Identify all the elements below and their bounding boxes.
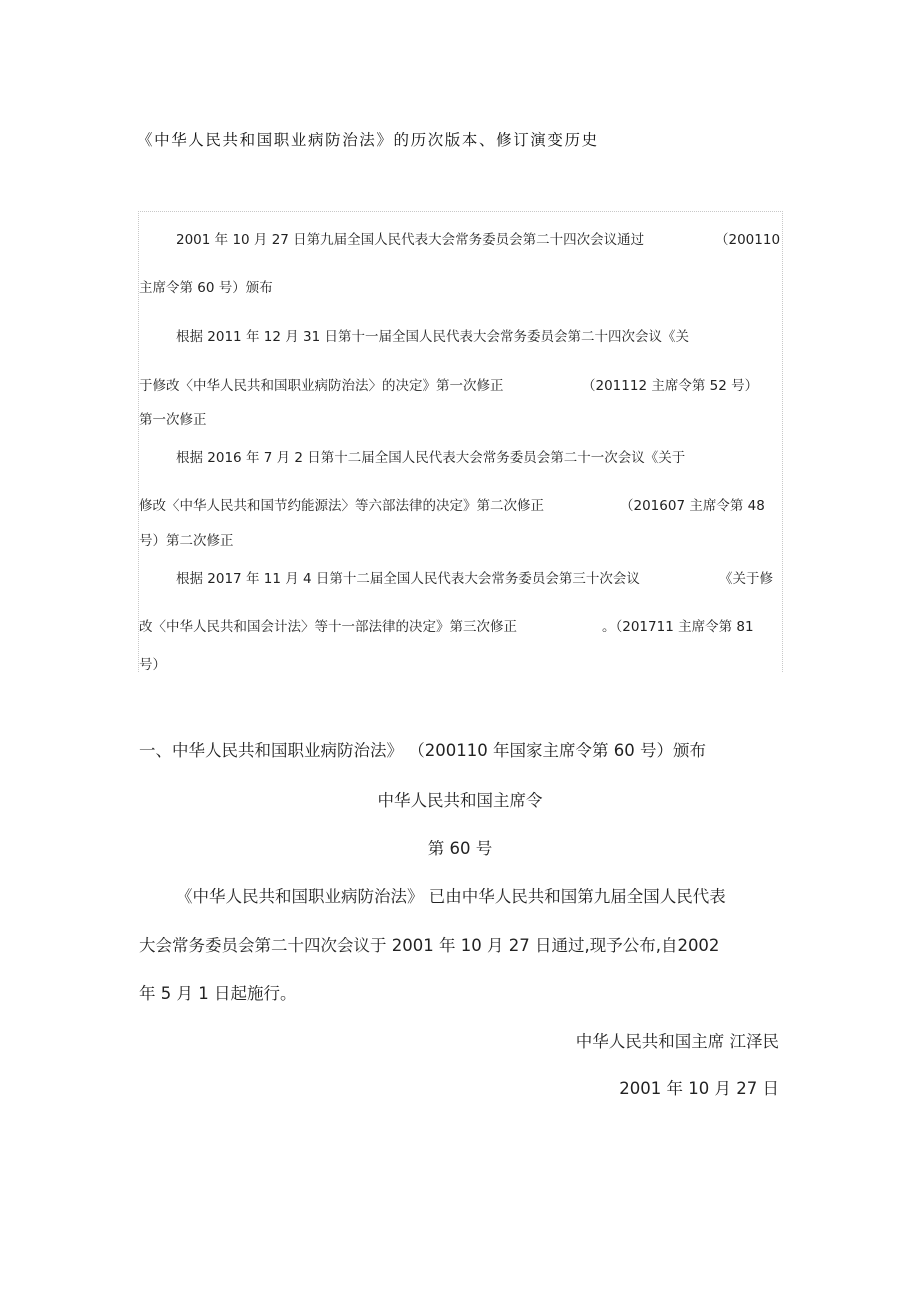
history-entry-2-line-2-right: （201112 主席令第 52 号） [582, 378, 759, 394]
history-entry-3-line-3: 号）第二次修正 [139, 533, 234, 549]
history-entry-4-line-1-right: 《关于修 [719, 571, 773, 587]
history-entry-3-line-2: 修改〈中华人民共和国节约能源法〉等六部法律的决定》第二次修正 [139, 498, 544, 514]
order-body-line-3: 年 5 月 1 日起施行。 [139, 984, 297, 1003]
history-entry-1-line-1: 2001 年 10 月 27 日第九届全国人民代表大会常务委员会第二十四次会议通过 [176, 232, 645, 248]
history-entry-1-line-2: 主席令第 60 号）颁布 [139, 280, 273, 296]
history-entry-4-line-2-right: 。（201711 主席令第 81 [602, 619, 754, 635]
history-entry-2-line-3: 第一次修正 [139, 412, 207, 428]
history-entry-1-line-1-right: （200110 [715, 232, 781, 248]
document-title: 《中华人民共和国职业病防治法》的历次版本、修订演变历史 [137, 131, 599, 149]
signature-date: 2001 年 10 月 27 日 [619, 1079, 779, 1098]
history-entry-4-line-2: 改〈中华人民共和国会计法〉等十一部法律的决定》第三次修正 [139, 619, 517, 635]
signature: 中华人民共和国主席 江泽民 [575, 1032, 779, 1051]
order-number: 第 60 号 [427, 839, 493, 858]
order-title: 中华人民共和国主席令 [377, 791, 543, 810]
history-entry-3-line-1: 根据 2016 年 7 月 2 日第十二届全国人民代表大会常务委员会第二十一次会议《关于 [176, 450, 686, 466]
order-body-line-1: 《中华人民共和国职业病防治法》 已由中华人民共和国第九届全国人民代表 [176, 887, 726, 906]
history-entry-2-line-2: 于修改〈中华人民共和国职业病防治法〉的决定》第一次修正 [139, 378, 504, 394]
section-heading: 一、中华人民共和国职业病防治法》 （200110 年国家主席令第 60 号）颁布 [139, 741, 706, 760]
history-entry-4-line-3: 号） [139, 657, 166, 673]
history-entry-4-line-1: 根据 2017 年 11 月 4 日第十二届全国人民代表大会常务委员会第三十次会议 [176, 571, 640, 587]
history-entry-3-line-2-right: （201607 主席令第 48 [620, 498, 765, 514]
history-entry-2-line-1: 根据 2011 年 12 月 31 日第十一届全国人民代表大会常务委员会第二十四次会议《关 [176, 329, 689, 345]
order-body-line-2: 大会常务委员会第二十四次会议于 2001 年 10 月 27 日通过,现予公布,自2002 [139, 936, 720, 955]
